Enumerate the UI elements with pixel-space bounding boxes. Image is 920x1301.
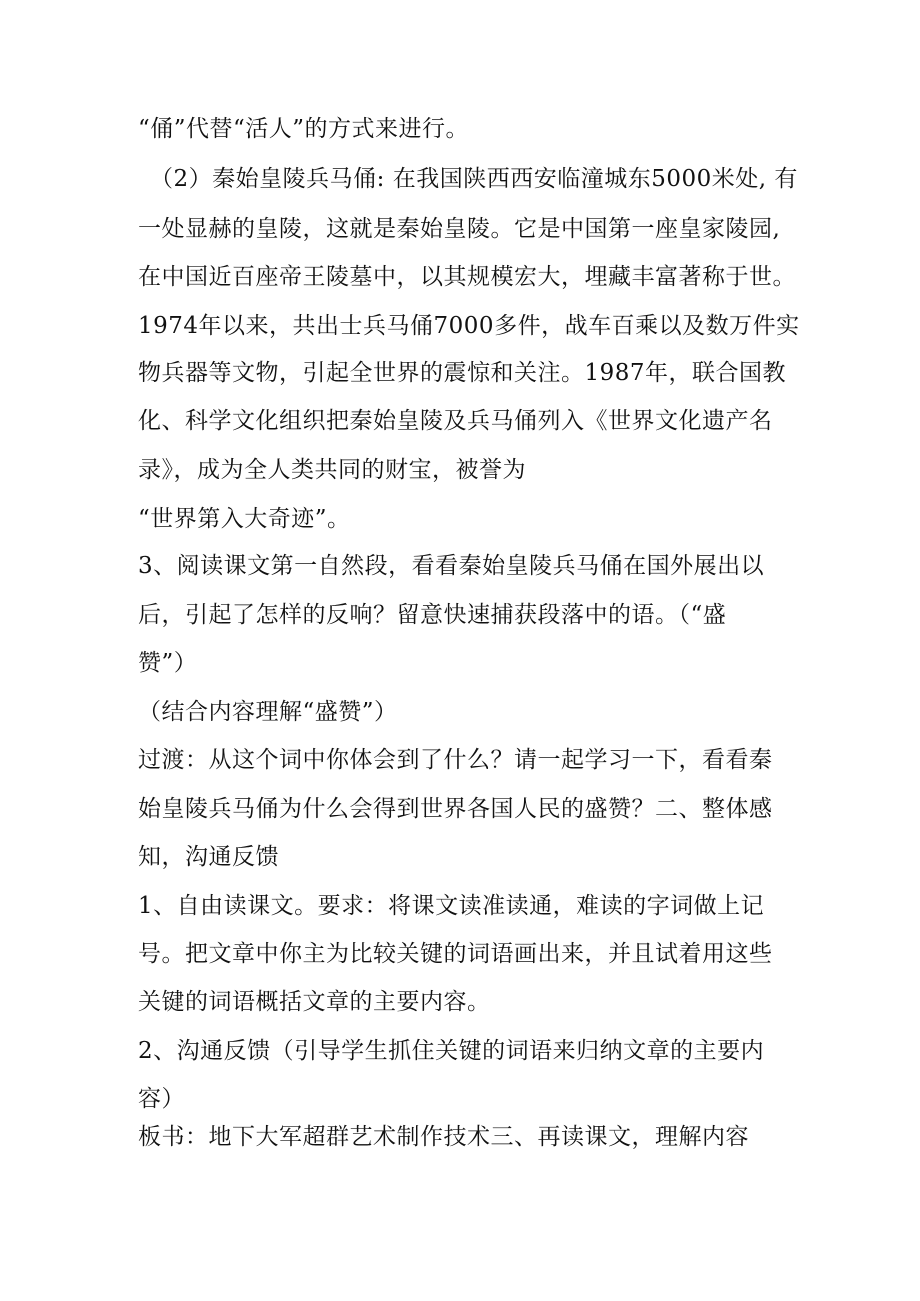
text-line-16: 知，沟通反馈 bbox=[138, 844, 279, 870]
text-line-15: 始皇陵兵马俑为什么会得到世界各国人民的盛赞？二、整体感 bbox=[138, 796, 773, 822]
text-line-4: 在中国近百座帝王陵墓中，以其规模宏大，埋藏丰富著称于世。 bbox=[138, 264, 796, 290]
text-line-7: 化、科学文化组织把秦始皇陵及兵马俑列入《世界文化遗产名 bbox=[138, 408, 773, 434]
text-line-9: “世界第入大奇迹”。 bbox=[138, 506, 351, 532]
text-line-10: 3、阅读课文第一自然段，看看秦始皇陵兵马俑在国外展出以 bbox=[138, 553, 765, 579]
text-line-21: 容） bbox=[138, 1086, 185, 1112]
text-line-13: （结合内容理解“盛赞”） bbox=[138, 699, 398, 725]
text-line-12: 赞”） bbox=[138, 650, 198, 676]
text-line-2: （2）秦始皇陵兵马俑: 在我国陕西西安临潼城东5000米处, 有 bbox=[150, 166, 798, 192]
text-line-19: 关键的词语概括文章的主要内容。 bbox=[138, 989, 491, 1015]
text-line-8: 录》，成为全人类共同的财宝，被誉为 bbox=[138, 457, 526, 483]
text-line-6: 物兵器等文物，引起全世界的震惊和关注。1987年，联合国教 bbox=[138, 360, 787, 386]
text-line-22: 板书：地下大军超群艺术制作技术三、再读课文，理解内容 bbox=[138, 1124, 749, 1150]
text-line-20: 2、沟通反馈（引导学生抓住关键的词语来归纳文章的主要内 bbox=[138, 1038, 765, 1064]
text-line-5: 1974年以来，共出士兵马俑7000多件，战车百乘以及数万件实 bbox=[138, 313, 800, 339]
text-line-18: 号。把文章中你主为比较关键的词语画出来，并且试着用这些 bbox=[138, 941, 773, 967]
text-line-11: 后，引起了怎样的反响？留意快速捕获段落中的语。（“盛 bbox=[138, 602, 727, 628]
text-line-1: “俑”代替“活人”的方式来进行。 bbox=[138, 116, 470, 142]
text-line-3: 一处显赫的皇陵，这就是秦始皇陵。它是中国第一座皇家陵园, bbox=[138, 216, 781, 242]
text-line-17: 1、自由读课文。要求：将课文读准读通，难读的字词做上记 bbox=[138, 893, 765, 919]
text-line-14: 过渡：从这个词中你体会到了什么？请一起学习一下，看看秦 bbox=[138, 747, 773, 773]
